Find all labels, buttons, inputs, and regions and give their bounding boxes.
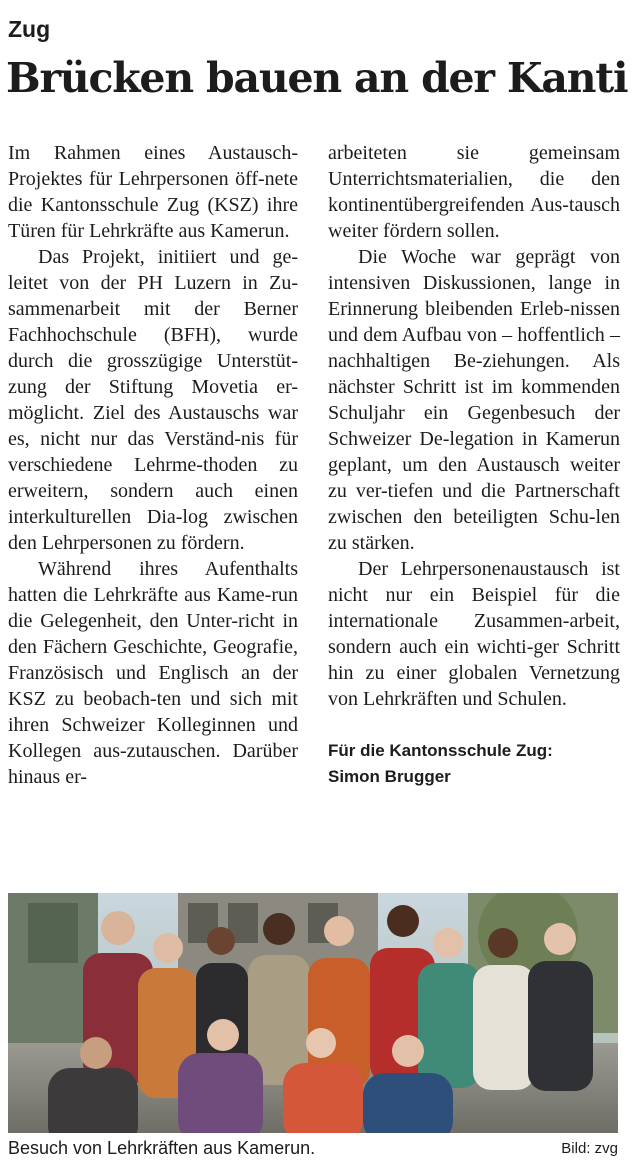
paragraph: Während ihres Aufenthalts hatten die Lehrkräfte aus Kame-run die Gelegenheit, den Unter-richt in den Fächern Geschichte, Geografie, Französisch und Englisch an der KSZ zu beobach-ten und sich mit ihren Schweizer Kolleginnen und Kollegen aus-zutauschen. Darüber hinaus er- xyxy=(8,558,298,788)
section-label: Zug xyxy=(8,16,51,42)
photo-credit: Bild: zvg xyxy=(561,1140,618,1157)
byline-author: Simon Brugger xyxy=(328,767,451,786)
paragraph: Der Lehrpersonenaustausch ist nicht nur ein Beispiel für die internationale Zusammen-arbeit, sondern auch ein wichti-ger Schritt hin zu einer globalen Vernetzung von Lehrkräften und Schulen. xyxy=(328,558,620,710)
article-column-left xyxy=(8,140,298,790)
group-photo xyxy=(8,893,618,1133)
paragraph: Die Woche war geprägt von intensiven Diskussionen, lange in Erinnerung bleibenden Erleb-nissen und dem Aufbau von – hoffentlich – nachhaltigen Be-ziehungen. Als nächster Schritt ist im kommenden Schuljahr ein Gegenbesuch der Schweizer De-legation in Kamerun geplant, um den Austausch weiter zu ver-tiefen und die Partnerschaft zwischen den beteiligten Schu-len zu stärken. xyxy=(328,246,620,554)
byline xyxy=(328,738,620,790)
photo-caption: Besuch von Lehrkräften aus Kamerun. xyxy=(8,1138,316,1158)
paragraph: arbeiteten sie gemeinsam Unterrichtsmaterialien, die den kontinentübergreifenden Aus-tausch weiter fördern sollen. xyxy=(328,142,620,242)
headline: Brücken bauen an der Kanti xyxy=(6,54,628,102)
article-column-right xyxy=(328,140,620,790)
byline-organization: Für die Kantonsschule Zug: xyxy=(328,741,553,760)
paragraph: Das Projekt, initiiert und ge-leitet von der PH Luzern in Zu-sammenarbeit mit der Berner Fachhochschule (BFH), wurde durch die grosszügige Unterstüt-zung der Stiftung Movetia er-möglicht. Ziel des Austauschs war es, nicht nur das Verständ-nis für verschiedene Lehrme-thoden zu erweitern, sondern auch einen interkulturellen Dia-log zwischen den Lehrpersonen zu fördern. xyxy=(8,246,298,554)
paragraph: Im Rahmen eines Austausch-Projektes für Lehrpersonen öff-nete die Kantonsschule Zug (KSZ) ihre Türen für Lehrkräfte aus Kamerun. xyxy=(8,142,298,242)
